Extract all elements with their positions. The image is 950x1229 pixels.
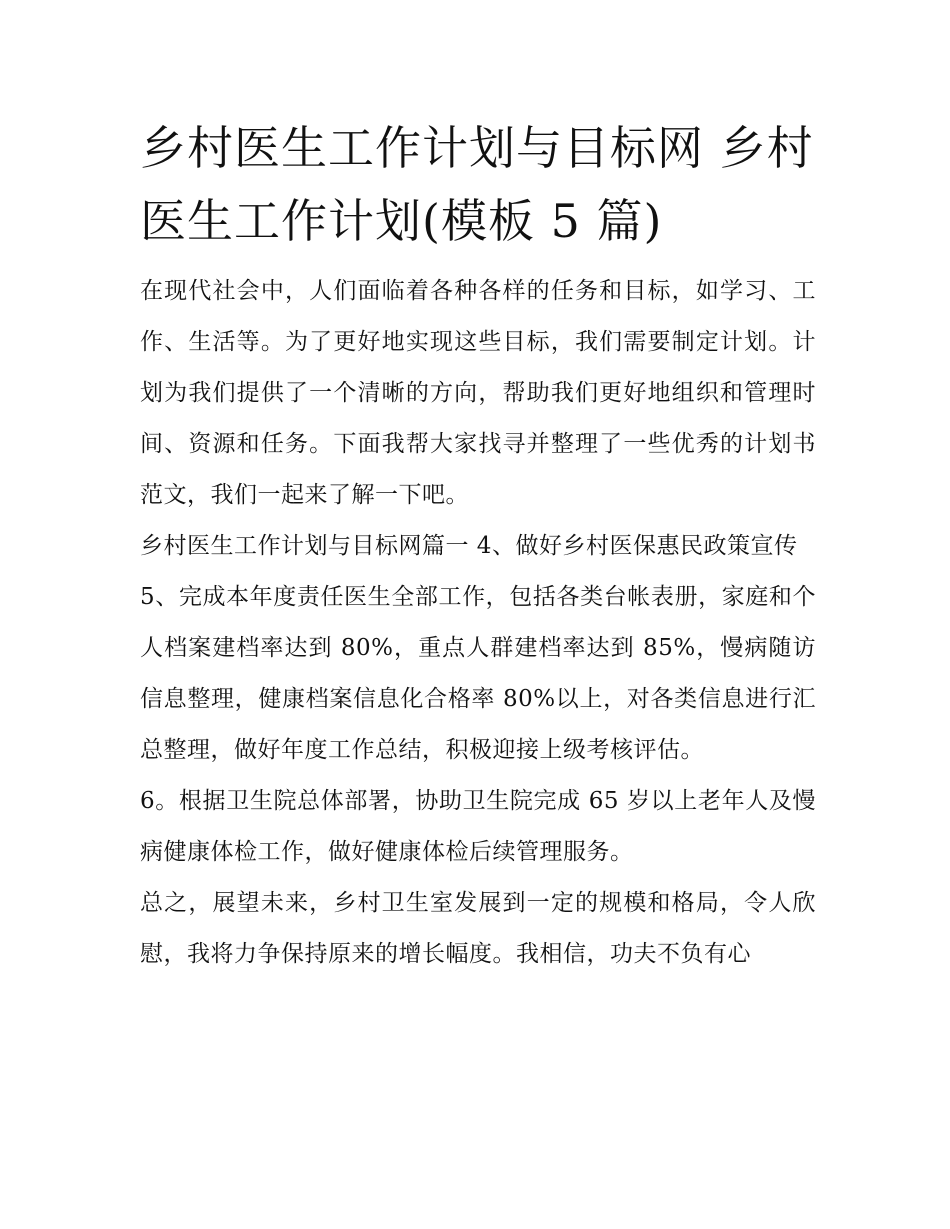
paragraph-item-5: 5、完成本年度责任医生全部工作，包括各类台帐表册，家庭和个人档案建档率达到 80%，重点人群建档率达到 85%，慢病随访信息整理，健康档案信息化合格率 80%以上，对各类信息进行汇总整理，做好年度工作总结，积极迎接上级考核评估。	[140, 584, 816, 763]
paragraph-item-6: 6。根据卫生院总体部署，协助卫生院完成 65 岁以上老年人及慢病健康体检工作，做好健康体检后续管理服务。	[140, 788, 816, 865]
paragraph-conclusion: 总之，展望未来，乡村卫生室发展到一定的规模和格局，令人欣慰，我将力争保持原来的增长幅度。我相信，功夫不负有心	[140, 890, 816, 967]
paragraph-section-one: 乡村医生工作计划与目标网篇一 4、做好乡村医保惠民政策宣传	[140, 533, 798, 559]
document-page	[140, 112, 816, 980]
paragraph-intro: 在现代社会中，人们面临着各种各样的任务和目标，如学习、工作、生活等。为了更好地实现这些目标，我们需要制定计划。计划为我们提供了一个清晰的方向，帮助我们更好地组织和管理时间、资源和任务。下面我帮大家找寻并整理了一些优秀的计划书范文，我们一起来了解一下吧。	[140, 278, 816, 508]
document-title: 乡村医生工作计划与目标网 乡村医生工作计划(模板 5 篇)	[140, 121, 814, 248]
